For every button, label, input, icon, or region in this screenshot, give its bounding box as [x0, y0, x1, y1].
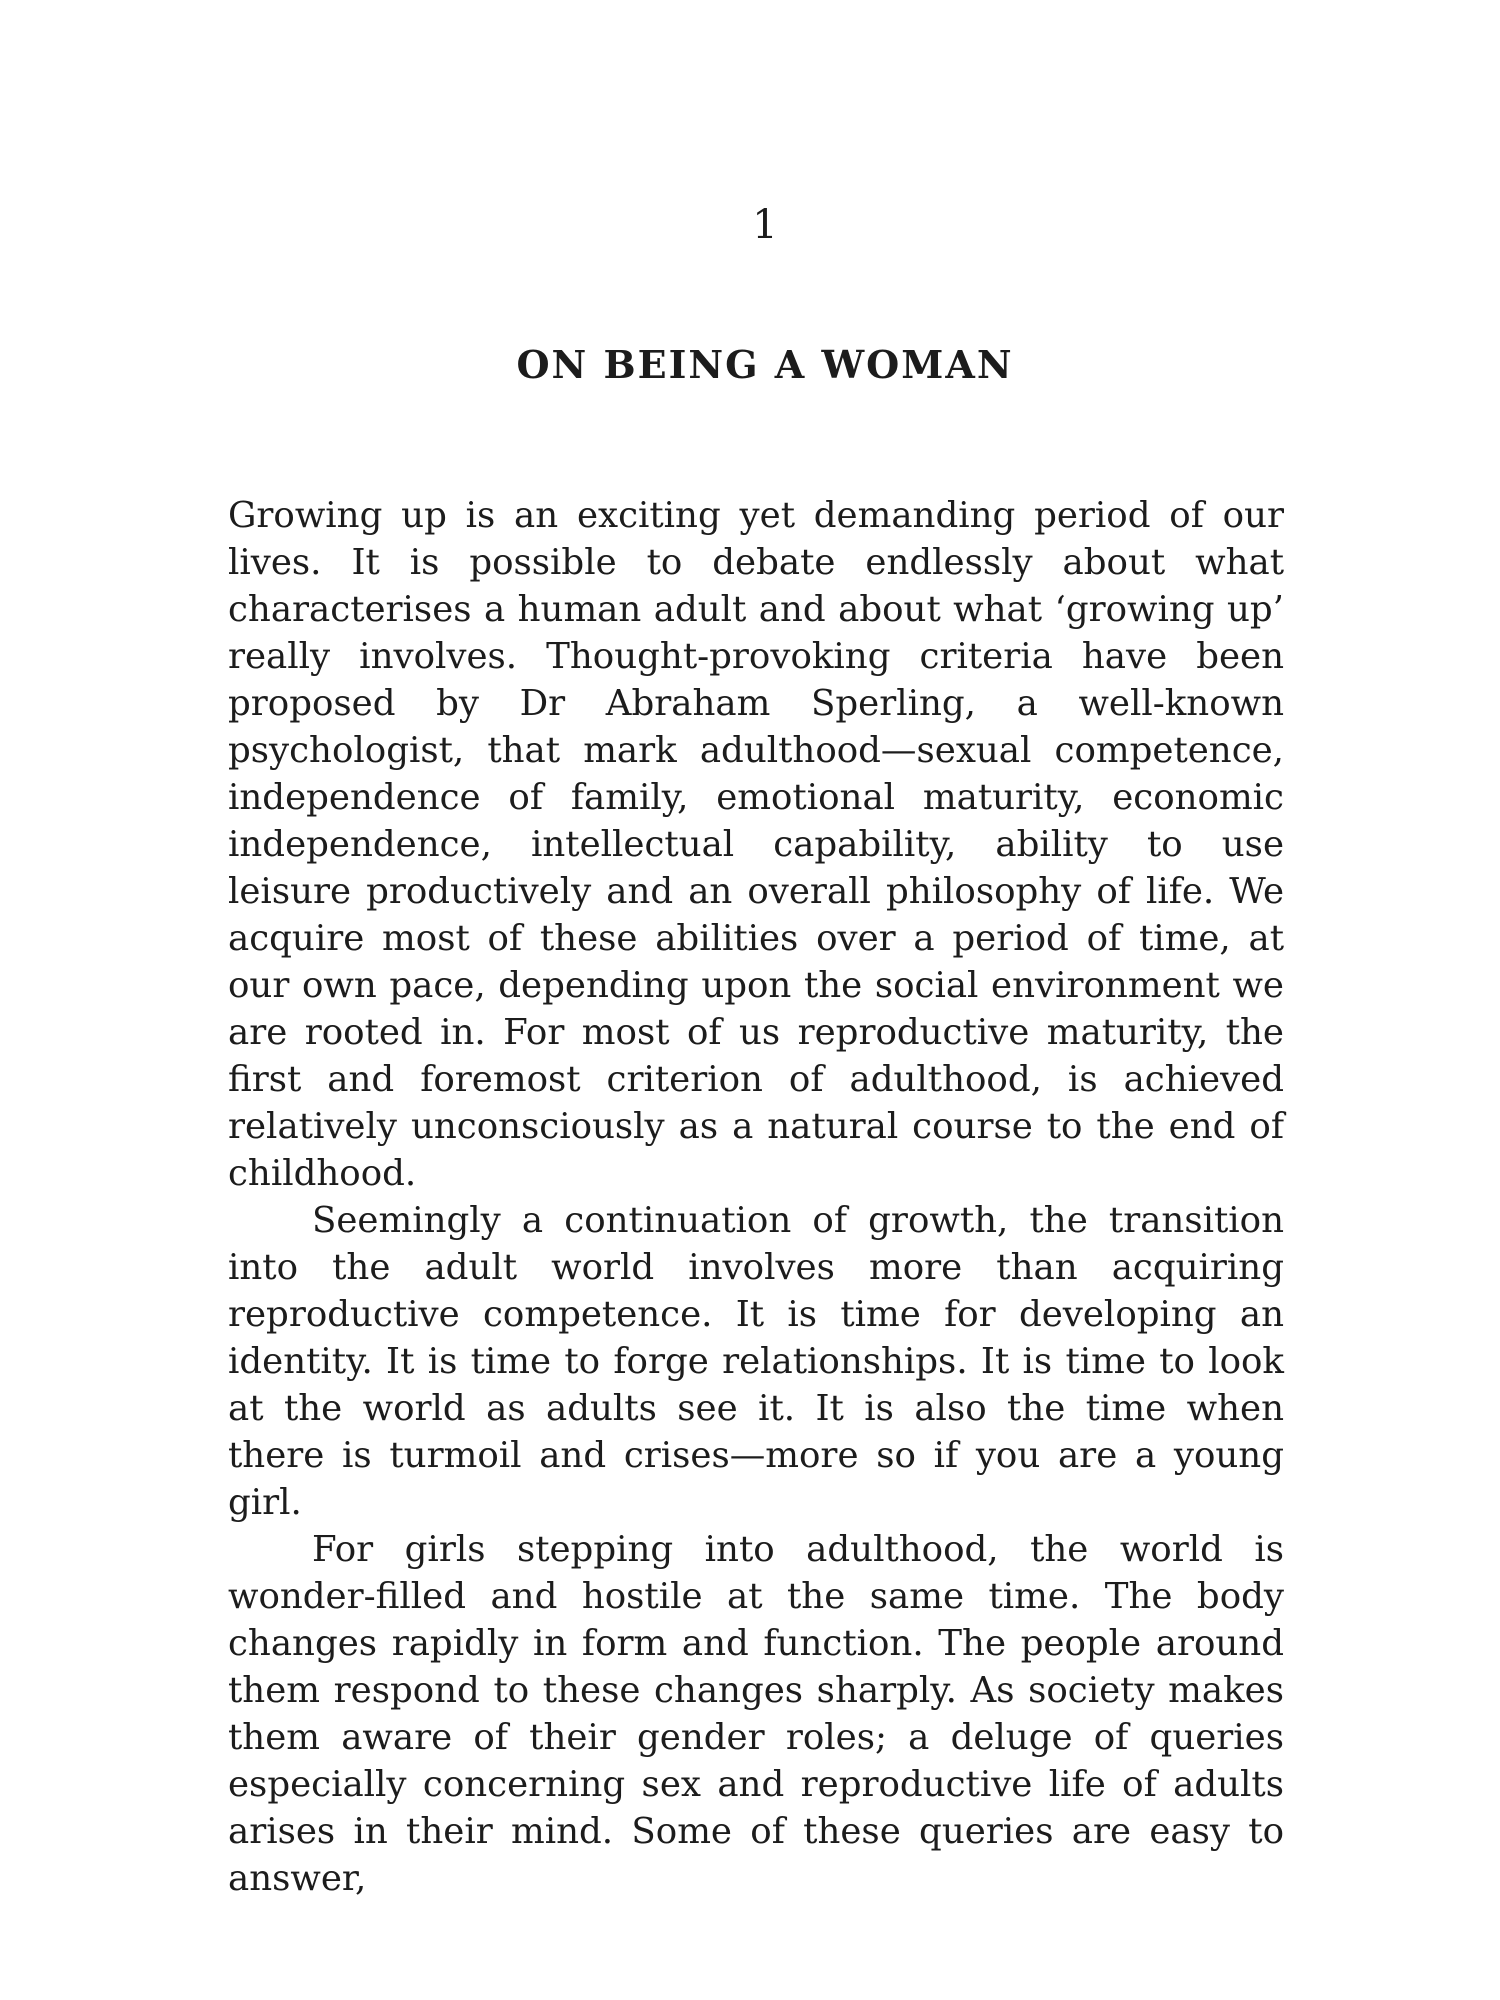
- chapter-body: [228, 492, 1284, 1902]
- paragraph-3: For girls stepping into adulthood, the world is wonder-filled and hostile at the same time. The body changes rapidly in form and function. The people around them respond to these changes sharply. As society makes them aware of their gender roles; a deluge of queries especially concerning sex and reproductive life of adults arises in their mind. Some of these queries are easy to answer,: [228, 1529, 1284, 1899]
- paragraph-1: Growing up is an exciting yet demanding period of our lives. It is possible to debate endlessly about what characterises a human adult and about what ‘growing up’ really involves. Thought-provoking criteria have been proposed by Dr Abraham Sperling, a well-known psychologist, that mark adulthood—sexual competence, independence of family, emotional maturity, economic independence, intellectual capability, ability to use leisure productively and an overall philosophy of life. We acquire most of these abilities over a period of time, at our own pace, depending upon the social environment we are rooted in. For most of us reproductive maturity, the first and foremost criterion of adulthood, is achieved relatively unconsciously as a natural course to the end of childhood.: [228, 495, 1284, 1194]
- paragraph-2: Seemingly a continuation of growth, the transition into the adult world involves more than acquiring reproductive competence. It is time for developing an identity. It is time to forge relationships. It is time to look at the world as adults see it. It is also the time when there is turmoil and crises—more so if you are a young girl.: [228, 1200, 1284, 1523]
- chapter-title: ON BEING A WOMAN: [516, 342, 1014, 387]
- chapter-number: 1: [752, 202, 778, 248]
